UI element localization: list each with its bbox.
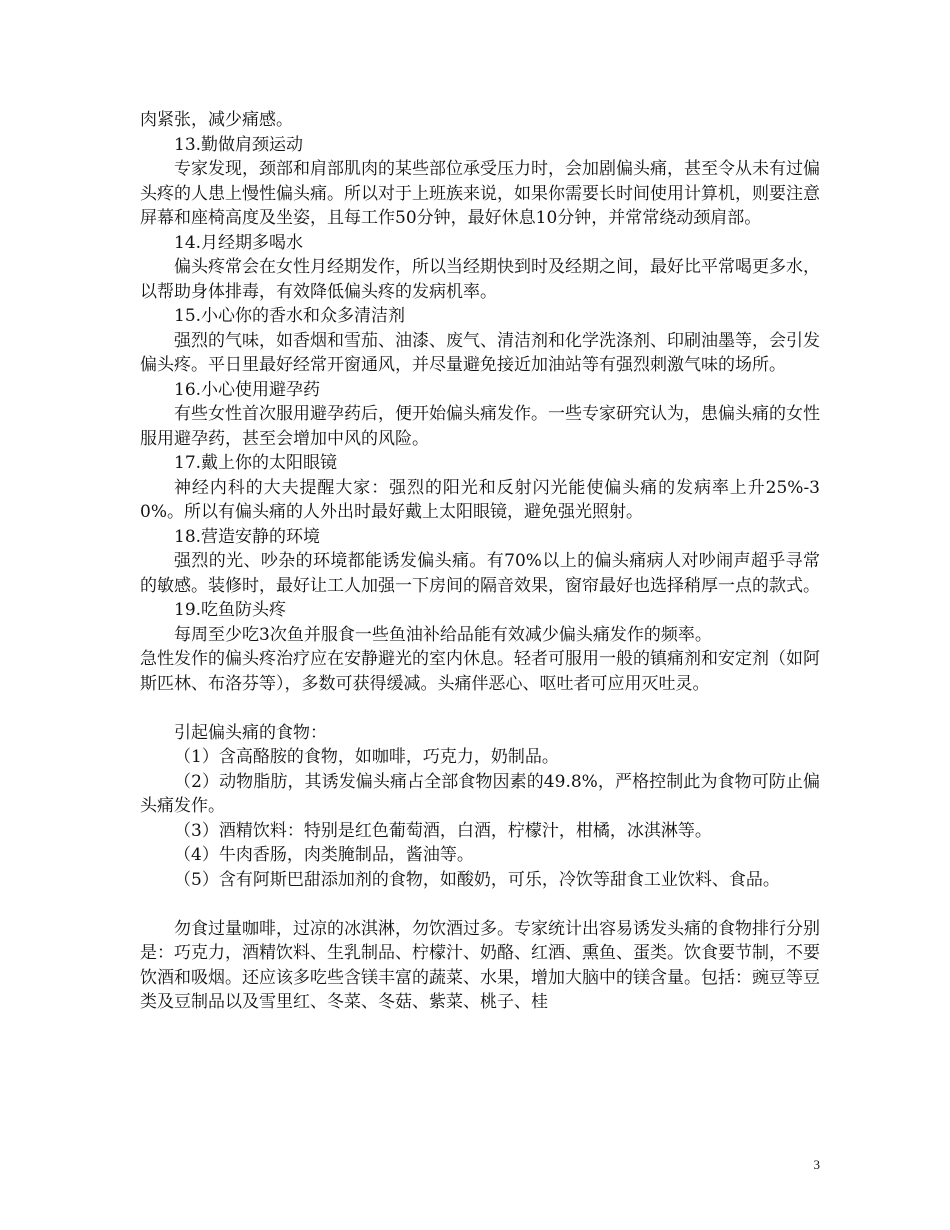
paragraph: 专家发现，颈部和肩部肌肉的某些部位承受压力时，会加剧偏头痛，甚至令从未有过偏头疼的人患上慢性偏头痛。所以对于上班族来说，如果你需要长时间使用计算机，则要注意屏幕和座椅高度及坐姿，且每工作50分钟，最好休息10分钟，并常常绕动颈肩部。 <box>140 159 820 228</box>
blank-line <box>140 892 820 917</box>
paragraph: （5）含有阿斯巴甜添加剂的食物，如酸奶，可乐，冷饮等甜食工业饮料、食品。 <box>174 869 780 890</box>
blank-line <box>140 696 820 721</box>
paragraph: （2）动物脂肪，其诱发偏头痛占全部食物因素的49.8%，严格控制此为食物可防止偏头痛发作。 <box>140 771 820 816</box>
paragraph: 每周至少吃3次鱼并服食一些鱼油补给品能有效减少偏头痛发作的频率。 <box>174 624 712 645</box>
paragraph: 强烈的光、吵杂的环境都能诱发偏头痛。有70%以上的偏头痛病人对吵闹声超乎寻常的敏感。装修时，最好让工人加强一下房间的隔音效果，窗帘最好也选择稍厚一点的款式。 <box>140 551 820 596</box>
page-number: 3 <box>813 1157 820 1172</box>
paragraph: （1）含高酪胺的食物，如咖啡，巧克力，奶制品。 <box>174 747 559 767</box>
section-heading: 19.吃鱼防头疼 <box>174 600 287 620</box>
paragraph: 偏头疼常会在女性月经期发作，所以当经期快到时及经期之间，最好比平常喝更多水，以帮助身体排毒，有效降低偏头疼的发病机率。 <box>140 257 820 302</box>
paragraph: 勿食过量咖啡，过凉的冰淇淋，勿饮酒过多。专家统计出容易诱发头痛的食物排行分别是：巧克力，酒精饮料、生乳制品、柠檬汁、奶酪、红酒、熏鱼、蛋类。饮食要节制，不要饮酒和吸烟。还应该多吃些含镁丰富的蔬菜、水果，增加大脑中的镁含量。包括：豌豆等豆类及豆制品以及雪里红、冬菜、冬菇、紫菜、桃子、桂 <box>140 918 820 1012</box>
paragraph: （4）牛肉香肠，肉类腌制品，酱油等。 <box>174 845 474 865</box>
section-heading: 17.戴上你的太阳眼镜 <box>174 453 338 473</box>
paragraph: （3）酒精饮料：特别是红色葡萄酒，白酒，柠檬汁，柑橘，冰淇淋等。 <box>174 820 712 841</box>
section-heading: 15.小心你的香水和众多清洁剂 <box>174 306 406 326</box>
paragraph: 有些女性首次服用避孕药后，便开始偏头痛发作。一些专家研究认为，患偏头痛的女性服用避孕药，甚至会增加中风的风险。 <box>140 404 820 449</box>
document-body <box>140 108 820 1015</box>
section-heading: 13.勤做肩颈运动 <box>174 134 304 155</box>
paragraph: 强烈的气味，如香烟和雪茄、油漆、废气、清洁剂和化学洗涤剂、印刷油墨等，会引发偏头疼。平日里最好经常开窗通风，并尽量避免接近加油站等有强烈刺激气味的场所。 <box>140 330 820 375</box>
section-heading: 16.小心使用避孕药 <box>174 379 321 400</box>
section-heading: 14.月经期多喝水 <box>174 232 304 253</box>
section-heading: 18.营造安静的环境 <box>174 526 321 547</box>
paragraph: 肉紧张，减少痛感。 <box>140 110 293 130</box>
paragraph: 神经内科的大夫提醒大家：强烈的阳光和反射闪光能使偏头痛的发病率上升25%-30%。所以有偏头痛的人外出时最好戴上太阳眼镜，避免强光照射。 <box>140 477 820 522</box>
paragraph: 急性发作的偏头疼治疗应在安静避光的室内休息。轻者可服用一般的镇痛剂和安定剂（如阿斯匹林、布洛芬等），多数可获得缓减。头痛伴恶心、呕吐者可应用灭吐灵。 <box>140 649 820 694</box>
paragraph: 引起偏头痛的食物： <box>174 722 327 743</box>
